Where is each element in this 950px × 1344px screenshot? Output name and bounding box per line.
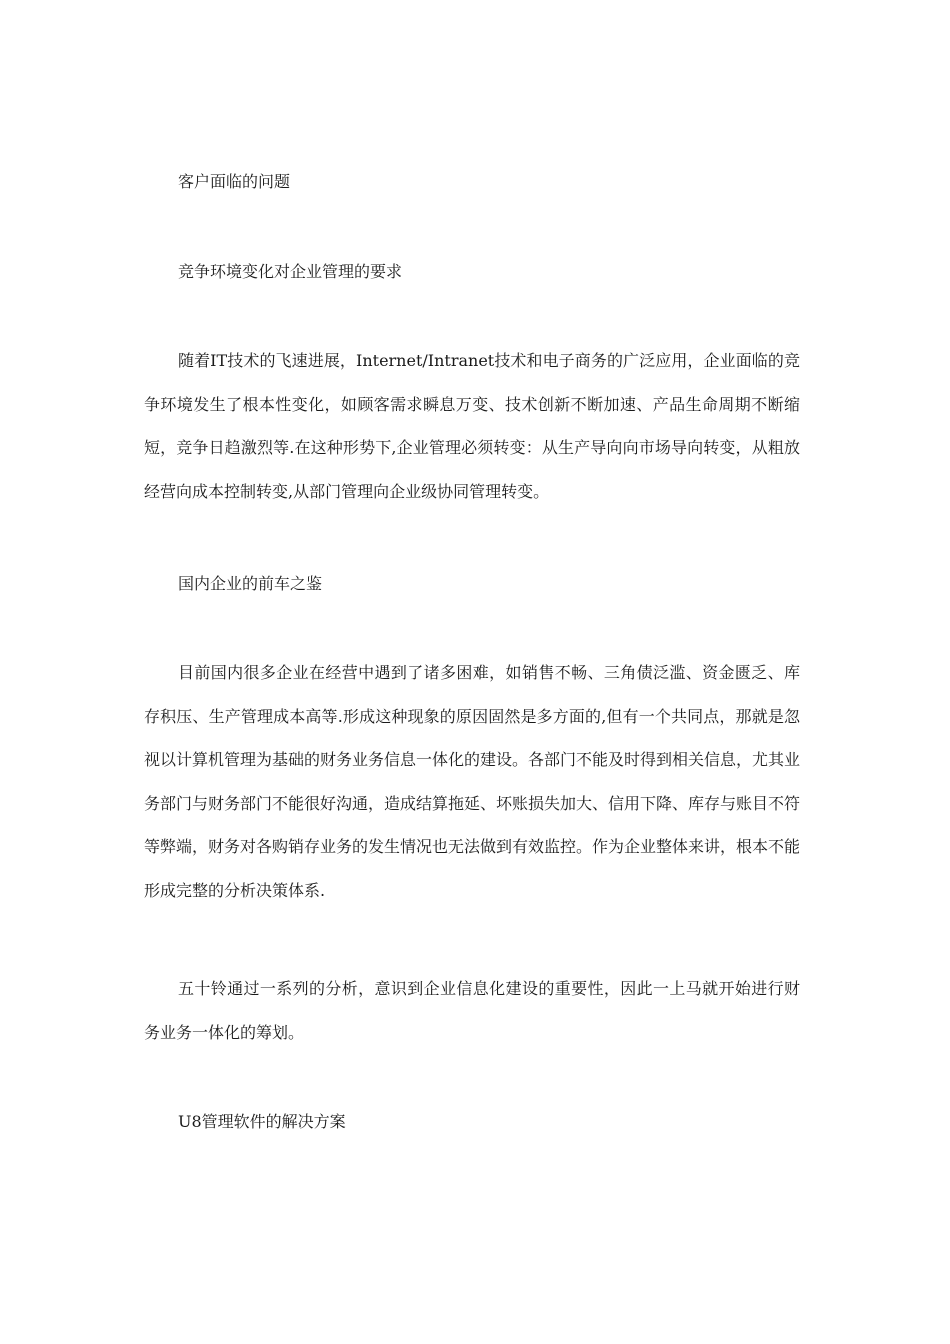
section-heading-customer-problems: 客户面临的问题 xyxy=(178,172,291,191)
section-heading-domestic-lessons: 国内企业的前车之鉴 xyxy=(178,574,323,593)
competition-paragraph: 随着IT技术的飞速进展，Internet/Intranet技术和电子商务的广泛应用，企业面临的竞争环境发生了根本性变化，如顾客需求瞬息万变、技术创新不断加速、产品生命周期不断缩短，竞争日趋激烈等.在这种形势下,企业管理必须转变：从生产导向向市场导向转变，从粗放经营向成本控制转变,从部门管理向企业级协同管理转变。 xyxy=(144,351,800,501)
domestic-lessons-paragraph-2: 五十铃通过一系列的分析，意识到企业信息化建设的重要性，因此一上马就开始进行财务业务一体化的筹划。 xyxy=(144,979,800,1042)
section-heading-u8-solution: U8管理软件的解决方案 xyxy=(178,1112,346,1131)
section-heading-competition: 竞争环境变化对企业管理的要求 xyxy=(178,262,403,281)
domestic-lessons-paragraph-1: 目前国内很多企业在经营中遇到了诸多困难，如销售不畅、三角债泛滥、资金匮乏、库存积压、生产管理成本高等.形成这种现象的原因固然是多方面的,但有一个共同点，那就是忽视以计算机管理为基础的财务业务信息一体化的建设。各部门不能及时得到相关信息，尤其业务部门与财务部门不能很好沟通，造成结算拖延、坏账损失加大、信用下降、库存与账目不符等弊端，财务对各购销存业务的发生情况也无法做到有效监控。作为企业整体来讲，根本不能形成完整的分析决策体系. xyxy=(144,663,801,900)
